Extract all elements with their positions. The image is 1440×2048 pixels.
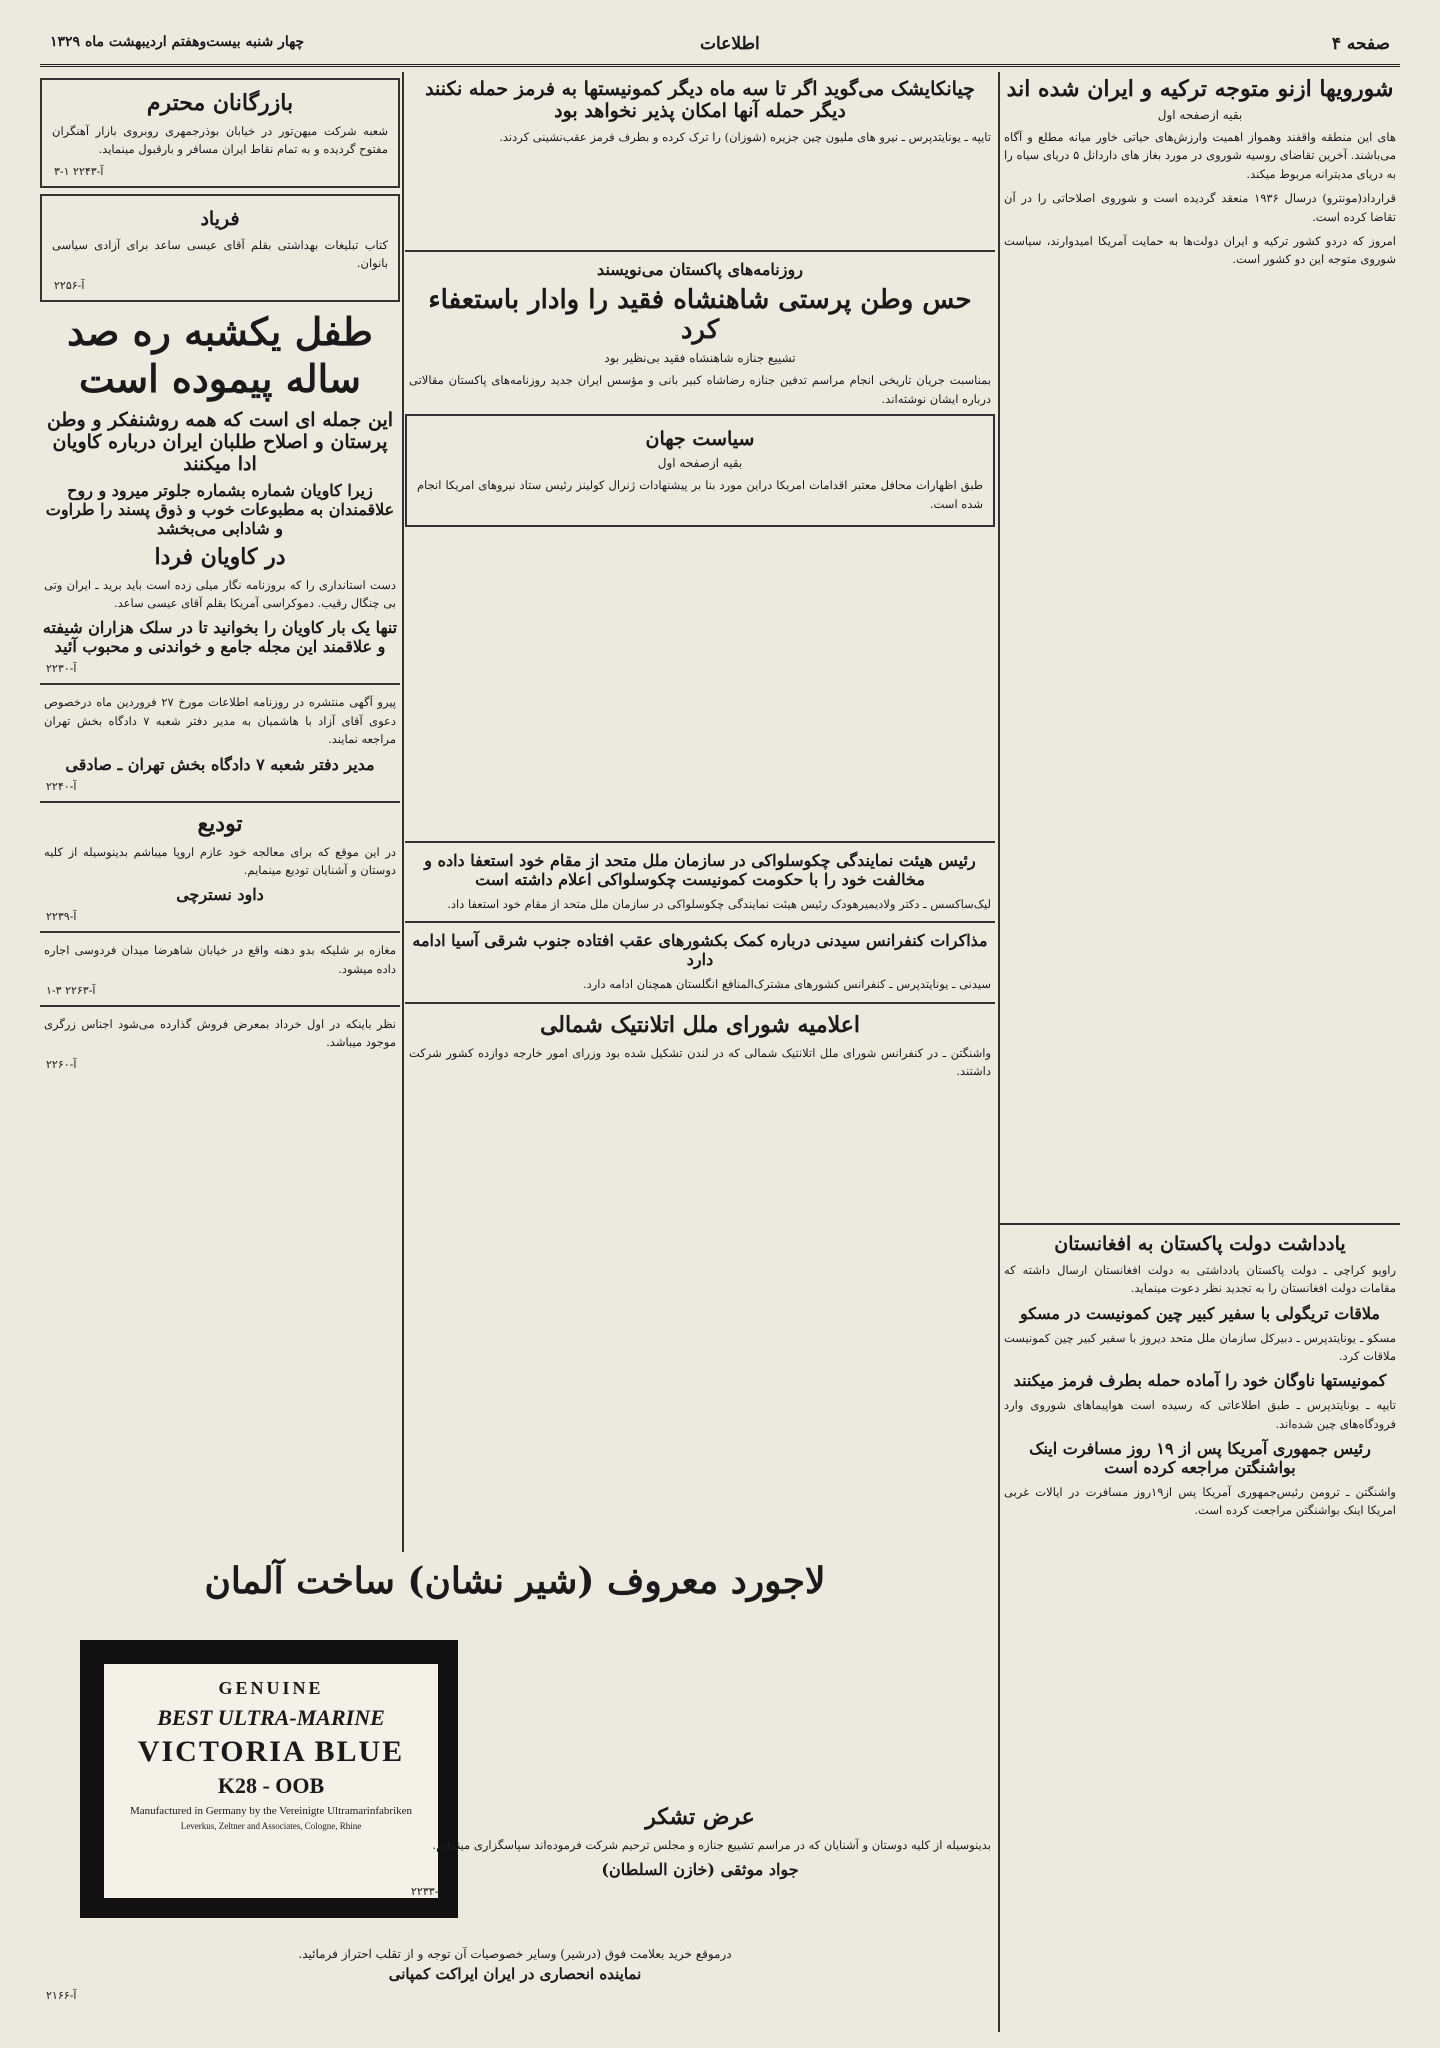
court-notice: پیرو آگهی منتشره در روزنامه اطلاعات مورخ ۲۷ فروردین ماه درخصوص دعوی آقای آزاد با هاشمیان به مدیر دفتر شعبه ۷ دادگاه بخش تهران مراجعه نمایند. [44, 695, 397, 747]
right-column [1000, 72, 1400, 2032]
headline-reza-shah: حس وطن پرستی شاهنشاه فقید را وادار باستعفاء کرد [428, 285, 972, 346]
world-politics-box [405, 414, 995, 527]
headline-world-politics: سیاست جهان [645, 428, 755, 451]
court-notice-sign: مدیر دفتر شعبه ۷ دادگاه بخش تهران ـ صادقی [65, 754, 375, 774]
ad-code: آ-۲۲۴۰ [46, 779, 77, 793]
label-best: BEST ULTRA-MARINE [157, 1705, 385, 1730]
article-paragraph: های این منطقه واقفند وهمواز اهمیت وارزش‌های حیاتی خاور میانه مطلع و آگاه می‌باشند. آخرین تقاضای روسیه شوروی در مورد بغاز های داردانل ۵ دریای سیاه را به دریای مدیترانه مربوط میکند. [1004, 130, 1396, 181]
farewell-sign: داود نسترچی [176, 885, 264, 905]
headline-trygve-lie: ملاقات تریگولی با سفیر کبیر چین کمونیست در مسکو [1020, 1303, 1380, 1323]
paper-title: اطلاعات [700, 34, 760, 54]
thanks-title: عرض تشکر [645, 1804, 755, 1830]
label-inner [102, 1662, 440, 1900]
column-rule [402, 72, 404, 1552]
continuation-note: بقیه ازصفحه اول [1157, 108, 1243, 122]
headline-sydney: مذاکرات کنفرانس سیدنی درباره کمک بکشورهای عقب افتاده جنوب شرقی آسیا ادامه دارد [412, 931, 988, 970]
masthead [40, 28, 1400, 67]
kavian-text: دست استانداری را که بروزنامه نگار میلی زده است باید برید ـ ایران وتی بی چنگال رقیب. دموکراسی آمریکا بقلم آقای عیسی ساعد. [44, 577, 396, 610]
article-paragraph: واشنگتن ـ در کنفرانس شورای ملل اتلانتیک شمالی که در لندن تشکیل شده بود وزرای امور خارجه دوازده کشور شرکت داشتند. [409, 1045, 991, 1079]
divider [405, 1002, 995, 1004]
article-paragraph: قرارداد(مونترو) درسال ۱۹۳۶ منعقد گردیده است و شوروی اصلاحاتی را در آن تقاضا کرده است. [1004, 191, 1396, 224]
headline-pakistan: یادداشت دولت پاکستان به افغانستان [1054, 1232, 1346, 1255]
headline-pakistan-papers: روزنامه‌های پاکستان می‌نویسند [597, 260, 803, 280]
article-paragraph: راویو کراچی ـ دولت پاکستان یادداشتی به دولت افغانستان ارسال داشته که مقامات دولت افغانستان را به تجدید نظر دعوت مینماید. [1004, 1262, 1396, 1296]
ad-code: آ-۲۲۳۰ [46, 662, 77, 676]
shop-ad: مغازه بر شلیکه بدو دهنه واقع در خیابان شاهرضا میدان فردوسی اجاره داده میشود. [44, 943, 396, 976]
victoria-blue-label [80, 1640, 458, 1918]
kavian-subheadline: زیرا کاویان شماره بشماره جلوتر میرود و روح علاقمندان به مطبوعات خوب و ذوق پسند را طراوت و شادابی می‌بخشد [45, 480, 395, 538]
continuation-note: بقیه ازصفحه اول [657, 456, 743, 471]
lajvard-agent: نماینده انحصاری در ایران ایراکت کمپانی [388, 1965, 642, 1983]
kavian-closing: تنها یک بار کاویان را بخوانید تا در سلک هزاران شیفته و علاقمند این مجله جامع و خواندنی و محبوب آئید [42, 618, 398, 657]
headline-truman: رئیس جمهوری آمریکا پس از ۱۹ روز مسافرت اینک بواشنگتن مراجعه کرده است [1029, 1439, 1371, 1478]
kavian-subheadline: این جمله ای است که همه روشنفکر و وطن پرستان و اصلاح طلبان ایران درباره کاویان ادا میکنند [46, 408, 394, 475]
article-paragraph: مسکو ـ یونایتدپرس ـ دبیرکل سازمان ملل متحد دیروز با سفیر کبیر چین کمونیست ملاقات کرد. [1004, 1330, 1396, 1363]
article-paragraph: امروز که دردو کشور ترکیه و ایران دولت‌ها به حمایت آمریکا امیدوارند، سیاست شوروی متوجه این دو کشور است. [1004, 233, 1396, 267]
divider [405, 250, 995, 252]
label-made: Manufactured in Germany by the Vereinigte Ultramarinfabriken [129, 1805, 413, 1817]
article-paragraph: سیدنی ـ یونایتدپرس ـ کنفرانس کشورهای مشترک‌المنافع انگلستان همچنان ادامه دارد. [582, 977, 991, 992]
farewell-text: در این موقع که برای معالجه خود عازم اروپا میباشم بدینوسیله از کلیه دوستان و آشنایان تودیع مینمایم. [44, 844, 396, 877]
article-paragraph: طبق اظهارات محافل معتبر اقدامات امریکا دراین مورد بنا بر پیشنهادات ژنرال کولینز رئیس ستاد نیروهای امریکا انجام شده است. [417, 478, 983, 511]
label-victoria: VICTORIA BLUE [137, 1735, 405, 1768]
label-genuine: GENUINE [218, 1678, 324, 1698]
ad-code: آ-۲۲۳۳ [411, 1885, 442, 1899]
headline-atlantic: اعلامیه شورای ملل اتلانتیک شمالی [539, 1011, 861, 1038]
thanks-sign: جواد موثقی (خازن السلطان) [601, 1860, 799, 1880]
article-paragraph: تایپه ـ یونایتدپرس ـ نیرو های ملیون چین جزیره (شوزان) را ترک کرده و بطرف فرمز عقب‌نشینی کردند. [499, 130, 991, 144]
divider [40, 683, 400, 685]
divider [40, 801, 400, 803]
subheadline: تشییع جنازه شاهنشاه فقید بی‌نظیر بود [604, 351, 796, 366]
page-number: صفحه ۴ [1331, 34, 1390, 54]
article-paragraph: تایپه ـ یونایتدپرس ـ طبق اطلاعاتی که رسیده است هواپیماهای شوروی وارد فرودگاه‌های چین شده‌اند. [1004, 1398, 1396, 1431]
headline-czech: رئیس هیئت نمایندگی چکوسلواکی در سازمان ملل متحد از مقام خود استعفا داده و مخالفت خود را با حکومت کمونیست چکوسلواکی اعلام داشته است [424, 850, 976, 889]
article-paragraph: بمناسبت جریان تاریخی انجام مراسم تدفین جنازه رضاشاه کبیر بانی و مؤسس ایران جدید روزنامه‌های پاکستان مقالاتی درباره ایشان نوشته‌اند. [409, 373, 991, 406]
jewelry-ad: نظر باینکه در اول خرداد بمعرض فروش گذارده می‌شود اجناس زرگری موجود میباشد. [44, 1017, 396, 1050]
lajvard-ad-footer [40, 1945, 990, 2006]
divider [405, 841, 995, 843]
lajvard-ad-title: لاجورد معروف (شیر نشان) ساخت آلمان [204, 1560, 826, 1602]
ad-code: ۳-۱ آ-۲۲۴۳ [54, 164, 104, 178]
ad-code: آ-۲۲۶۰ [46, 1057, 77, 1071]
ad-merchants [40, 78, 400, 188]
label-code: K28 - OOB [217, 1773, 325, 1798]
ad-code: آ-۲۲۶۳ ۳-۱ [46, 984, 96, 998]
thanks-text: بدینوسیله از کلیه دوستان و آشنایان که در مراسم تشییع جنازه و مجلس ترحیم شرکت فرموده‌اند سپاسگزاری مینمایم. [432, 1838, 991, 1852]
ad-title: بازرگانان محترم [146, 90, 294, 116]
divider [40, 1005, 400, 1007]
article-body-filler [405, 152, 995, 242]
ad-title: فریاد [200, 207, 240, 230]
middle-column [405, 72, 995, 1252]
ad-code: آ-۲۱۶۶ [46, 1988, 77, 2002]
ad-code: آ-۲۲۳۹ [46, 910, 77, 924]
article-body-filler [405, 533, 995, 833]
divider [405, 921, 995, 923]
issue-date: چهار شنبه بیست‌وهفتم اردیبهشت ماه ۱۳۲۹ [50, 34, 305, 50]
ad-text: شعبه شرکت میهن‌تور در خیابان بوذرجمهری روبروی بازار آهنگران مفتوح گردیده و به تمام نقاط ایران مسافر و بارقبول مینماید. [52, 124, 388, 157]
headline-chiang: چیانکایشک می‌گوید اگر تا سه ماه دیگر کمونیستها به فرمز حمله نکنند دیگر حمله آنها امکان پذیر نخواهد بود [425, 78, 975, 122]
divider [40, 931, 400, 933]
headline-soviet: شورویها ازنو متوجه ترکیه و ایران شده اند [1006, 76, 1394, 102]
lajvard-ad-text: درموقع خرید بعلامت فوق (درشیر) وسایر خصوصیات آن توجه و از تقلب احتراز فرمائید. [298, 1947, 732, 1961]
kavian-tomorrow: در کاویان فردا [154, 543, 286, 570]
article-paragraph: لیک‌ساکسس ـ دکتر ولادیمیرهودک رئیس هیئت نمایندگی چکوسلواکی در سازمان ملل متحد از مقام خود استعفا داد. [447, 896, 991, 911]
article-body-filler [1000, 275, 1400, 1215]
kavian-headline: طفل یکشبه ره صد ساله پیموده است [67, 308, 373, 402]
ad-code: آ-۲۲۵۶ [54, 278, 85, 292]
ad-faryad [40, 194, 400, 302]
label-small: Leverkus, Zeltner and Associates, Cologne, Rhine [180, 1821, 362, 1831]
headline-communist-fleet: کمونیستها ناوگان خود را آماده حمله بطرف فرمز میکنند [1013, 1371, 1387, 1391]
divider [1000, 1223, 1400, 1225]
left-column [40, 72, 400, 1552]
article-paragraph: واشنگتن ـ ترومن رئیس‌جمهوری آمریکا پس از۱۹روز مسافرت در ایالات غربی امریکا اینک بواشنگتن مراجعت کرده است. [1004, 1485, 1396, 1518]
thanks-notice [405, 1800, 995, 1900]
farewell-title: تودیع [197, 810, 243, 837]
ad-text: کتاب تبلیغات بهداشتی بقلم آقای عیسی ساعد برای آزادی سیاسی بانوان. [52, 237, 388, 271]
